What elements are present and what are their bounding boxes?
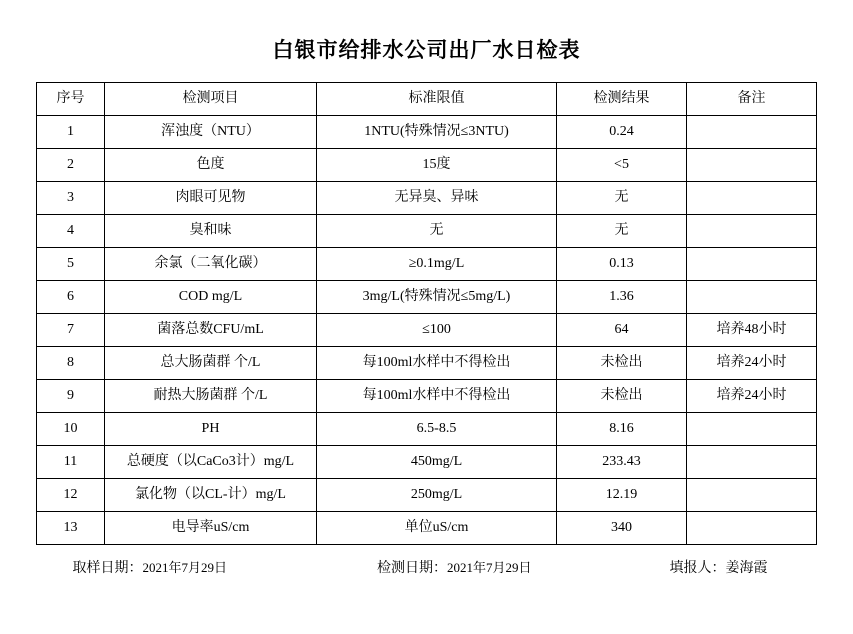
cell-no: 6 <box>37 281 105 314</box>
sampling-date-label: 取样日期： <box>72 561 143 576</box>
table-row <box>37 479 817 512</box>
cell-note <box>687 446 817 479</box>
cell-item: 菌落总数CFU/mL <box>105 314 317 347</box>
cell-result: 340 <box>557 512 687 545</box>
table-row <box>37 215 817 248</box>
cell-item: 总大肠菌群 个/L <box>105 347 317 380</box>
cell-limit: 1NTU(特殊情况≤3NTU) <box>317 116 557 149</box>
table-header-row <box>37 83 817 116</box>
table-row <box>37 446 817 479</box>
cell-result: 未检出 <box>557 380 687 413</box>
sampling-date-value: 2021年7月29日 <box>142 560 228 575</box>
table-row <box>37 347 817 380</box>
cell-note <box>687 248 817 281</box>
footer <box>37 557 817 577</box>
cell-result: 8.16 <box>557 413 687 446</box>
cell-no: 5 <box>37 248 105 281</box>
cell-item: 色度 <box>105 149 317 182</box>
cell-item: 耐热大肠菌群 个/L <box>105 380 317 413</box>
cell-limit: 无 <box>317 215 557 248</box>
table-row <box>37 149 817 182</box>
cell-no: 10 <box>37 413 105 446</box>
column-header-limit: 标准限值 <box>317 83 557 116</box>
cell-limit: 3mg/L(特殊情况≤5mg/L) <box>317 281 557 314</box>
column-header-item: 检测项目 <box>105 83 317 116</box>
cell-no: 12 <box>37 479 105 512</box>
cell-no: 9 <box>37 380 105 413</box>
cell-no: 2 <box>37 149 105 182</box>
cell-limit: 每100ml水样中不得检出 <box>317 380 557 413</box>
cell-item: 肉眼可见物 <box>105 182 317 215</box>
cell-item: 电导率uS/cm <box>105 512 317 545</box>
testing-date <box>377 557 532 577</box>
cell-note <box>687 116 817 149</box>
cell-no: 13 <box>37 512 105 545</box>
table-row <box>37 512 817 545</box>
cell-item: 余氯（二氧化碳） <box>105 248 317 281</box>
cell-limit: 无异臭、异味 <box>317 182 557 215</box>
cell-limit: 15度 <box>317 149 557 182</box>
cell-note: 培养48小时 <box>687 314 817 347</box>
table-row <box>37 182 817 215</box>
cell-item: PH <box>105 413 317 446</box>
table-row <box>37 413 817 446</box>
cell-result: 未检出 <box>557 347 687 380</box>
cell-no: 11 <box>37 446 105 479</box>
cell-no: 7 <box>37 314 105 347</box>
cell-result: 无 <box>557 215 687 248</box>
water-quality-table <box>36 82 817 545</box>
cell-item: 臭和味 <box>105 215 317 248</box>
cell-result: 1.36 <box>557 281 687 314</box>
table-row <box>37 380 817 413</box>
cell-no: 4 <box>37 215 105 248</box>
page-title: 白银市给排水公司出厂水日检表 <box>272 38 581 62</box>
cell-item: COD mg/L <box>105 281 317 314</box>
cell-result: 12.19 <box>557 479 687 512</box>
cell-note <box>687 182 817 215</box>
cell-note <box>687 281 817 314</box>
cell-note <box>687 512 817 545</box>
cell-note <box>687 413 817 446</box>
table-row <box>37 314 817 347</box>
cell-limit: 6.5-8.5 <box>317 413 557 446</box>
cell-item: 总硬度（以CaCo3计）mg/L <box>105 446 317 479</box>
cell-result: 64 <box>557 314 687 347</box>
cell-limit: 450mg/L <box>317 446 557 479</box>
cell-note: 培养24小时 <box>687 380 817 413</box>
cell-limit: 单位uS/cm <box>317 512 557 545</box>
cell-note <box>687 149 817 182</box>
cell-no: 8 <box>37 347 105 380</box>
reporter-label: 填报人： <box>669 561 726 576</box>
column-header-result: 检测结果 <box>557 83 687 116</box>
cell-result: 0.24 <box>557 116 687 149</box>
column-header-note: 备注 <box>687 83 817 116</box>
table-row <box>37 116 817 149</box>
cell-result: 0.13 <box>557 248 687 281</box>
table-row <box>37 281 817 314</box>
testing-date-value: 2021年7月29日 <box>447 560 532 575</box>
cell-result: 233.43 <box>557 446 687 479</box>
cell-limit: ≥0.1mg/L <box>317 248 557 281</box>
reporter-value: 姜海霞 <box>725 561 768 576</box>
reporter <box>670 557 768 577</box>
cell-note: 培养24小时 <box>687 347 817 380</box>
cell-limit: 250mg/L <box>317 479 557 512</box>
cell-note <box>687 479 817 512</box>
cell-result: <5 <box>557 149 687 182</box>
table-row <box>37 248 817 281</box>
cell-note <box>687 215 817 248</box>
cell-item: 氯化物（以CL-计）mg/L <box>105 479 317 512</box>
cell-no: 3 <box>37 182 105 215</box>
cell-no: 1 <box>37 116 105 149</box>
report-page <box>0 34 853 634</box>
cell-item: 浑浊度（NTU） <box>105 116 317 149</box>
cell-result: 无 <box>557 182 687 215</box>
testing-date-label: 检测日期： <box>377 561 448 576</box>
sampling-date <box>73 557 228 577</box>
cell-limit: ≤100 <box>317 314 557 347</box>
column-header-no: 序号 <box>37 83 105 116</box>
cell-limit: 每100ml水样中不得检出 <box>317 347 557 380</box>
